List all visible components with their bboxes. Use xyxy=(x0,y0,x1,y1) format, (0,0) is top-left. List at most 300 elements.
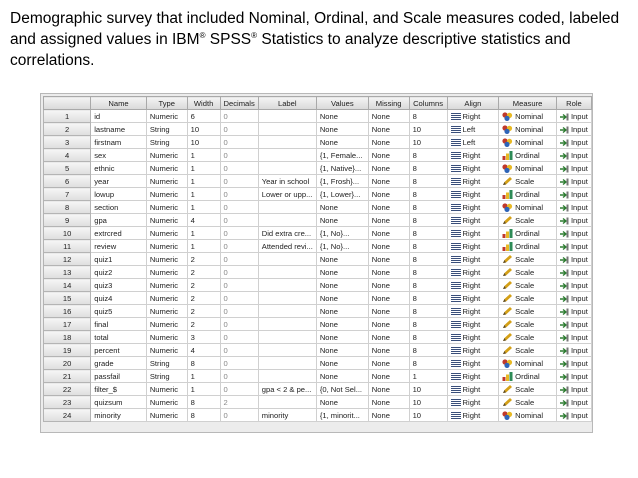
cell-values[interactable] xyxy=(316,409,368,422)
cell-name[interactable] xyxy=(91,357,147,370)
cell-role[interactable] xyxy=(556,396,591,409)
cell-role[interactable] xyxy=(556,123,591,136)
cell-columns[interactable] xyxy=(409,253,447,266)
cell-decimals[interactable] xyxy=(220,227,258,240)
row-number[interactable]: 4 xyxy=(44,149,91,162)
cell-measure[interactable] xyxy=(499,344,557,357)
cell-type[interactable] xyxy=(146,357,187,370)
cell-label[interactable] xyxy=(258,110,316,123)
cell-type[interactable] xyxy=(146,214,187,227)
cell-measure[interactable] xyxy=(499,409,557,422)
row-number[interactable]: 19 xyxy=(44,344,91,357)
cell-decimals[interactable] xyxy=(220,409,258,422)
cell-label[interactable] xyxy=(258,162,316,175)
cell-values[interactable] xyxy=(316,305,368,318)
table-row[interactable] xyxy=(44,136,592,149)
cell-decimals[interactable] xyxy=(220,136,258,149)
cell-columns[interactable] xyxy=(409,240,447,253)
cell-name[interactable] xyxy=(91,409,147,422)
cell-type[interactable] xyxy=(146,396,187,409)
row-number[interactable]: 12 xyxy=(44,253,91,266)
cell-values[interactable] xyxy=(316,292,368,305)
row-number[interactable]: 21 xyxy=(44,370,91,383)
column-header-values[interactable]: Values xyxy=(316,97,368,110)
cell-align[interactable] xyxy=(447,383,499,396)
cell-measure[interactable] xyxy=(499,110,557,123)
cell-type[interactable] xyxy=(146,149,187,162)
cell-decimals[interactable] xyxy=(220,253,258,266)
cell-missing[interactable] xyxy=(368,279,409,292)
cell-name[interactable] xyxy=(91,383,147,396)
cell-decimals[interactable] xyxy=(220,318,258,331)
cell-values[interactable] xyxy=(316,357,368,370)
table-row[interactable] xyxy=(44,253,592,266)
row-number[interactable]: 23 xyxy=(44,396,91,409)
cell-decimals[interactable] xyxy=(220,214,258,227)
cell-name[interactable] xyxy=(91,123,147,136)
cell-values[interactable] xyxy=(316,344,368,357)
cell-name[interactable] xyxy=(91,227,147,240)
cell-width[interactable] xyxy=(187,305,220,318)
cell-measure[interactable] xyxy=(499,396,557,409)
cell-width[interactable] xyxy=(187,188,220,201)
cell-width[interactable] xyxy=(187,123,220,136)
cell-type[interactable] xyxy=(146,162,187,175)
cell-measure[interactable] xyxy=(499,188,557,201)
cell-label[interactable] xyxy=(258,409,316,422)
cell-name[interactable] xyxy=(91,149,147,162)
table-row[interactable] xyxy=(44,110,592,123)
cell-name[interactable] xyxy=(91,162,147,175)
cell-name[interactable] xyxy=(91,253,147,266)
cell-type[interactable] xyxy=(146,240,187,253)
column-header-width[interactable]: Width xyxy=(187,97,220,110)
table-row[interactable] xyxy=(44,227,592,240)
cell-align[interactable] xyxy=(447,240,499,253)
cell-measure[interactable] xyxy=(499,253,557,266)
cell-columns[interactable] xyxy=(409,383,447,396)
cell-role[interactable] xyxy=(556,305,591,318)
cell-label[interactable] xyxy=(258,279,316,292)
column-header-decimals[interactable]: Decimals xyxy=(220,97,258,110)
cell-align[interactable] xyxy=(447,162,499,175)
cell-decimals[interactable] xyxy=(220,383,258,396)
cell-role[interactable] xyxy=(556,331,591,344)
cell-name[interactable] xyxy=(91,344,147,357)
cell-decimals[interactable] xyxy=(220,188,258,201)
cell-label[interactable] xyxy=(258,188,316,201)
cell-missing[interactable] xyxy=(368,409,409,422)
cell-name[interactable] xyxy=(91,110,147,123)
cell-values[interactable] xyxy=(316,110,368,123)
cell-align[interactable] xyxy=(447,188,499,201)
cell-values[interactable] xyxy=(316,136,368,149)
cell-missing[interactable] xyxy=(368,357,409,370)
cell-role[interactable] xyxy=(556,253,591,266)
cell-align[interactable] xyxy=(447,409,499,422)
cell-measure[interactable] xyxy=(499,292,557,305)
cell-measure[interactable] xyxy=(499,383,557,396)
table-row[interactable] xyxy=(44,318,592,331)
row-number[interactable]: 8 xyxy=(44,201,91,214)
cell-align[interactable] xyxy=(447,201,499,214)
column-header-columns[interactable]: Columns xyxy=(409,97,447,110)
cell-missing[interactable] xyxy=(368,370,409,383)
corner-header[interactable] xyxy=(44,97,91,110)
cell-decimals[interactable] xyxy=(220,292,258,305)
cell-decimals[interactable] xyxy=(220,110,258,123)
cell-name[interactable] xyxy=(91,331,147,344)
cell-missing[interactable] xyxy=(368,149,409,162)
cell-width[interactable] xyxy=(187,201,220,214)
cell-width[interactable] xyxy=(187,344,220,357)
cell-role[interactable] xyxy=(556,240,591,253)
cell-role[interactable] xyxy=(556,201,591,214)
cell-role[interactable] xyxy=(556,175,591,188)
cell-decimals[interactable] xyxy=(220,123,258,136)
cell-missing[interactable] xyxy=(368,396,409,409)
cell-decimals[interactable] xyxy=(220,201,258,214)
cell-values[interactable] xyxy=(316,240,368,253)
table-row[interactable] xyxy=(44,279,592,292)
cell-values[interactable] xyxy=(316,188,368,201)
cell-align[interactable] xyxy=(447,214,499,227)
cell-label[interactable] xyxy=(258,201,316,214)
cell-type[interactable] xyxy=(146,383,187,396)
cell-columns[interactable] xyxy=(409,175,447,188)
cell-width[interactable] xyxy=(187,292,220,305)
cell-measure[interactable] xyxy=(499,227,557,240)
column-header-role[interactable]: Role xyxy=(556,97,591,110)
cell-values[interactable] xyxy=(316,318,368,331)
table-row[interactable] xyxy=(44,344,592,357)
cell-columns[interactable] xyxy=(409,227,447,240)
cell-name[interactable] xyxy=(91,136,147,149)
cell-columns[interactable] xyxy=(409,396,447,409)
cell-missing[interactable] xyxy=(368,305,409,318)
row-number[interactable]: 15 xyxy=(44,292,91,305)
cell-columns[interactable] xyxy=(409,110,447,123)
cell-type[interactable] xyxy=(146,318,187,331)
column-header-type[interactable]: Type xyxy=(146,97,187,110)
cell-name[interactable] xyxy=(91,305,147,318)
cell-decimals[interactable] xyxy=(220,357,258,370)
cell-width[interactable] xyxy=(187,136,220,149)
cell-columns[interactable] xyxy=(409,136,447,149)
cell-align[interactable] xyxy=(447,227,499,240)
cell-missing[interactable] xyxy=(368,318,409,331)
cell-values[interactable] xyxy=(316,279,368,292)
cell-missing[interactable] xyxy=(368,240,409,253)
cell-align[interactable] xyxy=(447,175,499,188)
cell-missing[interactable] xyxy=(368,136,409,149)
cell-decimals[interactable] xyxy=(220,331,258,344)
cell-role[interactable] xyxy=(556,383,591,396)
cell-width[interactable] xyxy=(187,175,220,188)
cell-decimals[interactable] xyxy=(220,240,258,253)
cell-measure[interactable] xyxy=(499,162,557,175)
cell-measure[interactable] xyxy=(499,266,557,279)
cell-align[interactable] xyxy=(447,292,499,305)
cell-align[interactable] xyxy=(447,253,499,266)
cell-name[interactable] xyxy=(91,279,147,292)
table-row[interactable] xyxy=(44,175,592,188)
row-number[interactable]: 9 xyxy=(44,214,91,227)
cell-missing[interactable] xyxy=(368,214,409,227)
cell-type[interactable] xyxy=(146,409,187,422)
cell-width[interactable] xyxy=(187,227,220,240)
cell-columns[interactable] xyxy=(409,357,447,370)
cell-type[interactable] xyxy=(146,227,187,240)
row-number[interactable]: 13 xyxy=(44,266,91,279)
cell-missing[interactable] xyxy=(368,331,409,344)
cell-measure[interactable] xyxy=(499,123,557,136)
cell-values[interactable] xyxy=(316,383,368,396)
cell-columns[interactable] xyxy=(409,292,447,305)
cell-decimals[interactable] xyxy=(220,396,258,409)
cell-measure[interactable] xyxy=(499,149,557,162)
cell-label[interactable] xyxy=(258,292,316,305)
table-row[interactable] xyxy=(44,149,592,162)
cell-missing[interactable] xyxy=(368,227,409,240)
cell-width[interactable] xyxy=(187,357,220,370)
cell-label[interactable] xyxy=(258,305,316,318)
cell-name[interactable] xyxy=(91,175,147,188)
cell-type[interactable] xyxy=(146,175,187,188)
cell-role[interactable] xyxy=(556,162,591,175)
row-number[interactable]: 17 xyxy=(44,318,91,331)
cell-align[interactable] xyxy=(447,110,499,123)
column-header-missing[interactable]: Missing xyxy=(368,97,409,110)
cell-width[interactable] xyxy=(187,331,220,344)
table-row[interactable] xyxy=(44,266,592,279)
table-row[interactable] xyxy=(44,409,592,422)
cell-values[interactable] xyxy=(316,253,368,266)
cell-missing[interactable] xyxy=(368,123,409,136)
cell-width[interactable] xyxy=(187,318,220,331)
cell-label[interactable] xyxy=(258,331,316,344)
row-number[interactable]: 3 xyxy=(44,136,91,149)
cell-name[interactable] xyxy=(91,318,147,331)
cell-measure[interactable] xyxy=(499,318,557,331)
table-row[interactable] xyxy=(44,162,592,175)
cell-decimals[interactable] xyxy=(220,305,258,318)
cell-measure[interactable] xyxy=(499,370,557,383)
cell-name[interactable] xyxy=(91,370,147,383)
cell-label[interactable] xyxy=(258,149,316,162)
cell-role[interactable] xyxy=(556,214,591,227)
cell-decimals[interactable] xyxy=(220,162,258,175)
cell-width[interactable] xyxy=(187,149,220,162)
cell-measure[interactable] xyxy=(499,331,557,344)
cell-role[interactable] xyxy=(556,318,591,331)
cell-columns[interactable] xyxy=(409,279,447,292)
cell-role[interactable] xyxy=(556,266,591,279)
cell-align[interactable] xyxy=(447,136,499,149)
cell-missing[interactable] xyxy=(368,188,409,201)
row-number[interactable]: 2 xyxy=(44,123,91,136)
cell-label[interactable] xyxy=(258,175,316,188)
cell-type[interactable] xyxy=(146,279,187,292)
table-row[interactable] xyxy=(44,201,592,214)
table-row[interactable] xyxy=(44,357,592,370)
table-row[interactable] xyxy=(44,396,592,409)
cell-type[interactable] xyxy=(146,201,187,214)
cell-role[interactable] xyxy=(556,149,591,162)
table-row[interactable] xyxy=(44,240,592,253)
cell-measure[interactable] xyxy=(499,214,557,227)
cell-columns[interactable] xyxy=(409,188,447,201)
cell-columns[interactable] xyxy=(409,162,447,175)
column-header-name[interactable]: Name xyxy=(91,97,147,110)
table-row[interactable] xyxy=(44,214,592,227)
cell-columns[interactable] xyxy=(409,331,447,344)
cell-measure[interactable] xyxy=(499,357,557,370)
cell-decimals[interactable] xyxy=(220,266,258,279)
cell-values[interactable] xyxy=(316,396,368,409)
cell-align[interactable] xyxy=(447,305,499,318)
cell-measure[interactable] xyxy=(499,136,557,149)
table-row[interactable] xyxy=(44,370,592,383)
cell-measure[interactable] xyxy=(499,240,557,253)
cell-label[interactable] xyxy=(258,370,316,383)
cell-align[interactable] xyxy=(447,396,499,409)
cell-name[interactable] xyxy=(91,240,147,253)
column-header-measure[interactable]: Measure xyxy=(499,97,557,110)
cell-missing[interactable] xyxy=(368,344,409,357)
row-number[interactable]: 20 xyxy=(44,357,91,370)
cell-type[interactable] xyxy=(146,370,187,383)
cell-name[interactable] xyxy=(91,214,147,227)
cell-type[interactable] xyxy=(146,188,187,201)
cell-columns[interactable] xyxy=(409,344,447,357)
cell-values[interactable] xyxy=(316,227,368,240)
cell-name[interactable] xyxy=(91,188,147,201)
cell-missing[interactable] xyxy=(368,175,409,188)
cell-label[interactable] xyxy=(258,266,316,279)
cell-values[interactable] xyxy=(316,123,368,136)
cell-type[interactable] xyxy=(146,110,187,123)
cell-missing[interactable] xyxy=(368,162,409,175)
cell-decimals[interactable] xyxy=(220,344,258,357)
table-row[interactable] xyxy=(44,383,592,396)
cell-width[interactable] xyxy=(187,383,220,396)
column-header-label[interactable]: Label xyxy=(258,97,316,110)
row-number[interactable]: 14 xyxy=(44,279,91,292)
row-number[interactable]: 18 xyxy=(44,331,91,344)
cell-values[interactable] xyxy=(316,331,368,344)
table-row[interactable] xyxy=(44,188,592,201)
cell-role[interactable] xyxy=(556,279,591,292)
cell-label[interactable] xyxy=(258,123,316,136)
cell-values[interactable] xyxy=(316,162,368,175)
cell-missing[interactable] xyxy=(368,201,409,214)
cell-label[interactable] xyxy=(258,383,316,396)
cell-columns[interactable] xyxy=(409,266,447,279)
cell-label[interactable] xyxy=(258,136,316,149)
cell-align[interactable] xyxy=(447,318,499,331)
cell-align[interactable] xyxy=(447,123,499,136)
cell-missing[interactable] xyxy=(368,266,409,279)
cell-width[interactable] xyxy=(187,162,220,175)
row-number[interactable]: 11 xyxy=(44,240,91,253)
cell-label[interactable] xyxy=(258,240,316,253)
cell-missing[interactable] xyxy=(368,253,409,266)
cell-decimals[interactable] xyxy=(220,370,258,383)
cell-columns[interactable] xyxy=(409,214,447,227)
cell-columns[interactable] xyxy=(409,409,447,422)
cell-type[interactable] xyxy=(146,331,187,344)
cell-role[interactable] xyxy=(556,357,591,370)
row-number[interactable]: 22 xyxy=(44,383,91,396)
table-row[interactable] xyxy=(44,123,592,136)
cell-type[interactable] xyxy=(146,292,187,305)
cell-name[interactable] xyxy=(91,266,147,279)
cell-align[interactable] xyxy=(447,279,499,292)
cell-values[interactable] xyxy=(316,214,368,227)
cell-width[interactable] xyxy=(187,240,220,253)
cell-values[interactable] xyxy=(316,370,368,383)
cell-missing[interactable] xyxy=(368,383,409,396)
row-number[interactable]: 5 xyxy=(44,162,91,175)
row-number[interactable]: 6 xyxy=(44,175,91,188)
cell-measure[interactable] xyxy=(499,201,557,214)
row-number[interactable]: 24 xyxy=(44,409,91,422)
cell-measure[interactable] xyxy=(499,305,557,318)
cell-measure[interactable] xyxy=(499,279,557,292)
cell-name[interactable] xyxy=(91,292,147,305)
cell-width[interactable] xyxy=(187,279,220,292)
table-row[interactable] xyxy=(44,305,592,318)
cell-align[interactable] xyxy=(447,266,499,279)
row-number[interactable]: 16 xyxy=(44,305,91,318)
cell-columns[interactable] xyxy=(409,149,447,162)
cell-missing[interactable] xyxy=(368,110,409,123)
table-row[interactable] xyxy=(44,331,592,344)
cell-measure[interactable] xyxy=(499,175,557,188)
cell-width[interactable] xyxy=(187,409,220,422)
cell-align[interactable] xyxy=(447,370,499,383)
cell-label[interactable] xyxy=(258,344,316,357)
row-number[interactable]: 10 xyxy=(44,227,91,240)
cell-values[interactable] xyxy=(316,175,368,188)
cell-role[interactable] xyxy=(556,292,591,305)
cell-decimals[interactable] xyxy=(220,149,258,162)
cell-columns[interactable] xyxy=(409,201,447,214)
cell-decimals[interactable] xyxy=(220,279,258,292)
cell-label[interactable] xyxy=(258,357,316,370)
cell-type[interactable] xyxy=(146,344,187,357)
cell-role[interactable] xyxy=(556,110,591,123)
cell-name[interactable] xyxy=(91,396,147,409)
cell-values[interactable] xyxy=(316,149,368,162)
cell-name[interactable] xyxy=(91,201,147,214)
cell-columns[interactable] xyxy=(409,318,447,331)
table-row[interactable] xyxy=(44,292,592,305)
row-number[interactable]: 7 xyxy=(44,188,91,201)
cell-role[interactable] xyxy=(556,344,591,357)
cell-width[interactable] xyxy=(187,266,220,279)
cell-width[interactable] xyxy=(187,370,220,383)
cell-width[interactable] xyxy=(187,214,220,227)
cell-label[interactable] xyxy=(258,253,316,266)
cell-label[interactable] xyxy=(258,214,316,227)
cell-values[interactable] xyxy=(316,266,368,279)
cell-align[interactable] xyxy=(447,344,499,357)
cell-type[interactable] xyxy=(146,266,187,279)
cell-align[interactable] xyxy=(447,357,499,370)
row-number[interactable]: 1 xyxy=(44,110,91,123)
